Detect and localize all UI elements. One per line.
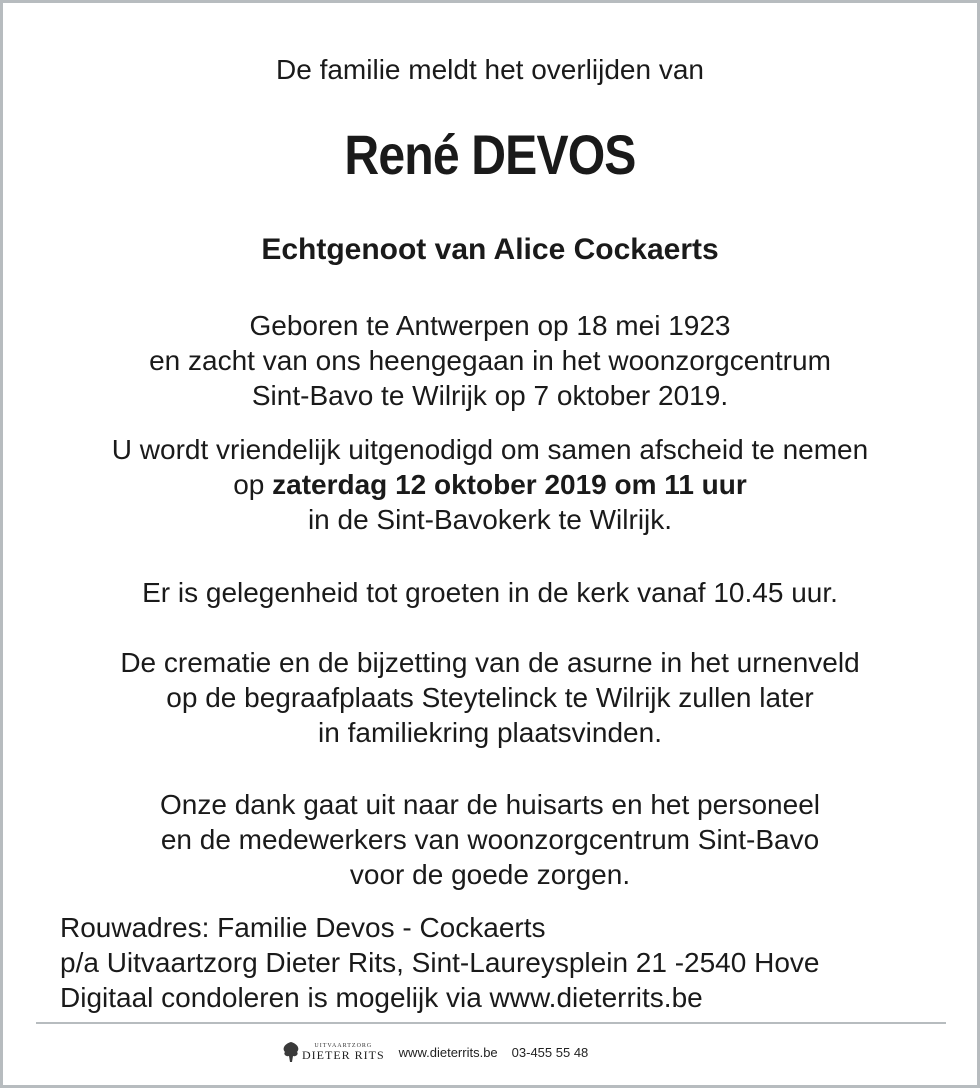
deceased-name: René DEVOS — [344, 123, 636, 186]
paragraph-line: in familiekring plaatsvinden. — [318, 717, 662, 748]
tree-icon — [280, 1040, 302, 1064]
footer-website[interactable]: www.dieterrits.be — [398, 1044, 498, 1060]
ceremony-prefix: op — [233, 469, 273, 500]
ceremony-datetime: zaterdag 12 oktober 2019 om 11 uur — [272, 469, 747, 500]
paragraph-line: De crematie en de bijzetting van de asurne in het urnenveld — [120, 647, 860, 678]
intro-text: De familie meldt het overlijden van — [276, 54, 704, 85]
spouse-line: Echtgenoot van Alice Cockaerts — [261, 233, 719, 266]
address-line: Digitaal condoleren is mogelijk via www.dieterrits.be — [60, 982, 703, 1013]
paragraph-line: Geboren te Antwerpen op 18 mei 1923 — [249, 310, 731, 341]
thanks-paragraph — [0, 787, 980, 892]
paragraph-line: Sint-Bavo te Wilrijk op 7 oktober 2019. — [251, 380, 729, 411]
paragraph-line: in de Sint-Bavokerk te Wilrijk. — [307, 504, 673, 535]
paragraph-line: en de medewerkers van woonzorgcentrum Sint-Bavo — [160, 824, 820, 855]
greeting-text: Er is gelegenheid tot groeten in de kerk vanaf 10.45 uur. — [142, 577, 838, 608]
birth-death-paragraph — [0, 308, 980, 413]
paragraph-line: en zacht van ons heengegaan in het woonzorgcentrum — [149, 345, 831, 376]
paragraph-line: op de begraafplaats Steytelinck te Wilrijk zullen later — [166, 682, 814, 713]
ceremony-datetime-line — [0, 467, 980, 502]
footer-phone: 03-455 55 48 — [511, 1044, 589, 1060]
cremation-paragraph — [0, 645, 980, 750]
footer-divider — [36, 1022, 946, 1024]
address-block — [60, 910, 819, 1015]
address-line: p/a Uitvaartzorg Dieter Rits, Sint-Laureysplein 21 -2540 Hove — [60, 947, 820, 978]
paragraph-line: voor de goede zorgen. — [349, 859, 631, 890]
logo-subtitle: UITVAARTZORG — [314, 1043, 373, 1049]
paragraph-line: Onze dank gaat uit naar de huisarts en het personeel — [160, 789, 820, 820]
address-line: Rouwadres: Familie Devos - Cockaerts — [60, 912, 546, 943]
paragraph-line: U wordt vriendelijk uitgenodigd om samen afscheid te nemen — [111, 434, 869, 465]
funeral-home-logo — [280, 1040, 385, 1064]
logo-title: DIETER RITS — [302, 1048, 385, 1062]
ceremony-paragraph — [0, 432, 980, 537]
footer — [280, 1032, 588, 1072]
